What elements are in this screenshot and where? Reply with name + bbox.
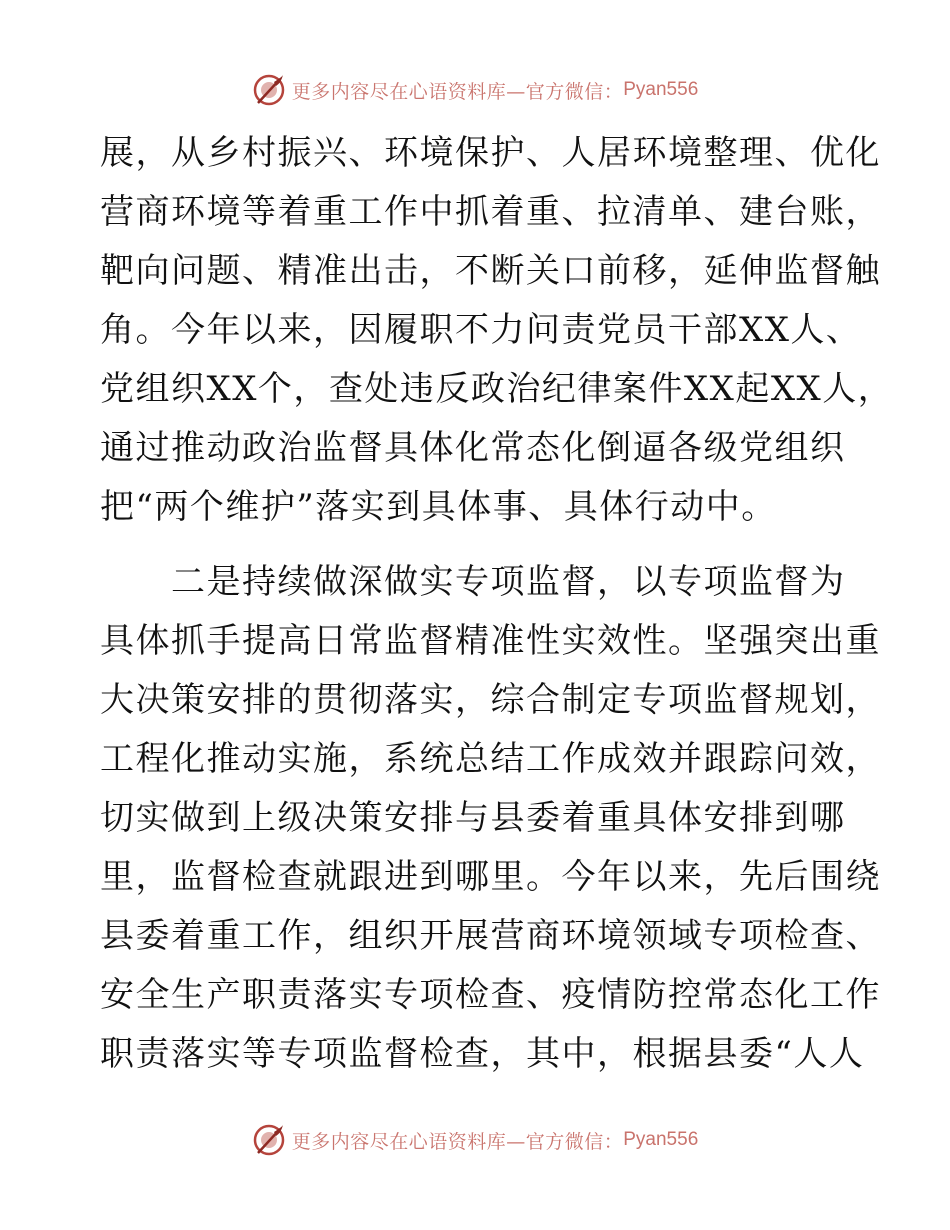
watermark-text: 更多内容尽在心语资料库—官方微信：	[291, 80, 624, 103]
watermark-handle: Pyan556	[623, 79, 699, 100]
text-line: 二是持续做深做实专项监督，以专项监督为	[100, 562, 846, 602]
quill-logo-icon	[252, 1123, 286, 1157]
document-body	[100, 124, 894, 1084]
text-line: 安全生产职责落实专项检查、疫情防控常态化工作	[100, 975, 881, 1015]
paragraph-spacer	[100, 537, 850, 553]
text-line: 党组织XX个，查处违反政治纪律案件XX起XX人，	[100, 369, 894, 409]
footer-watermark	[0, 1120, 950, 1160]
watermark-handle: Pyan556	[623, 1129, 699, 1150]
text-line: 工程化推动实施，系统总结工作成效并跟踪问效，	[100, 739, 881, 779]
text-line: 通过推动政治监督具体化常态化倒逼各级党组织	[100, 428, 846, 468]
text-line: 展，从乡村振兴、环境保护、人居环境整理、优化	[100, 133, 881, 173]
header-watermark	[0, 70, 950, 110]
watermark-text: 更多内容尽在心语资料库—官方微信：	[291, 1130, 624, 1153]
text-line: 靶向问题、精准出击，不断关口前移，延伸监督触	[100, 251, 881, 291]
text-line: 把“两个维护”落实到具体事、具体行动中。	[100, 487, 777, 527]
text-line: 里，监督检查就跟进到哪里。今年以来，先后围绕	[100, 857, 881, 897]
paragraph-1	[100, 124, 894, 537]
text-line: 职责落实等专项监督检查，其中，根据县委“人人	[100, 1034, 865, 1074]
text-line: 角。今年以来，因履职不力问责党员干部XX人、	[100, 310, 862, 350]
paragraph-2	[100, 553, 881, 1084]
quill-logo-icon	[252, 73, 286, 107]
text-line: 营商环境等着重工作中抓着重、拉清单、建台账，	[100, 192, 881, 232]
text-line: 切实做到上级决策安排与县委着重具体安排到哪	[100, 798, 846, 838]
text-line: 县委着重工作，组织开展营商环境领域专项检查、	[100, 916, 881, 956]
text-line: 大决策安排的贯彻落实，综合制定专项监督规划，	[100, 680, 881, 720]
text-line: 具体抓手提高日常监督精准性实效性。坚强突出重	[100, 621, 881, 661]
